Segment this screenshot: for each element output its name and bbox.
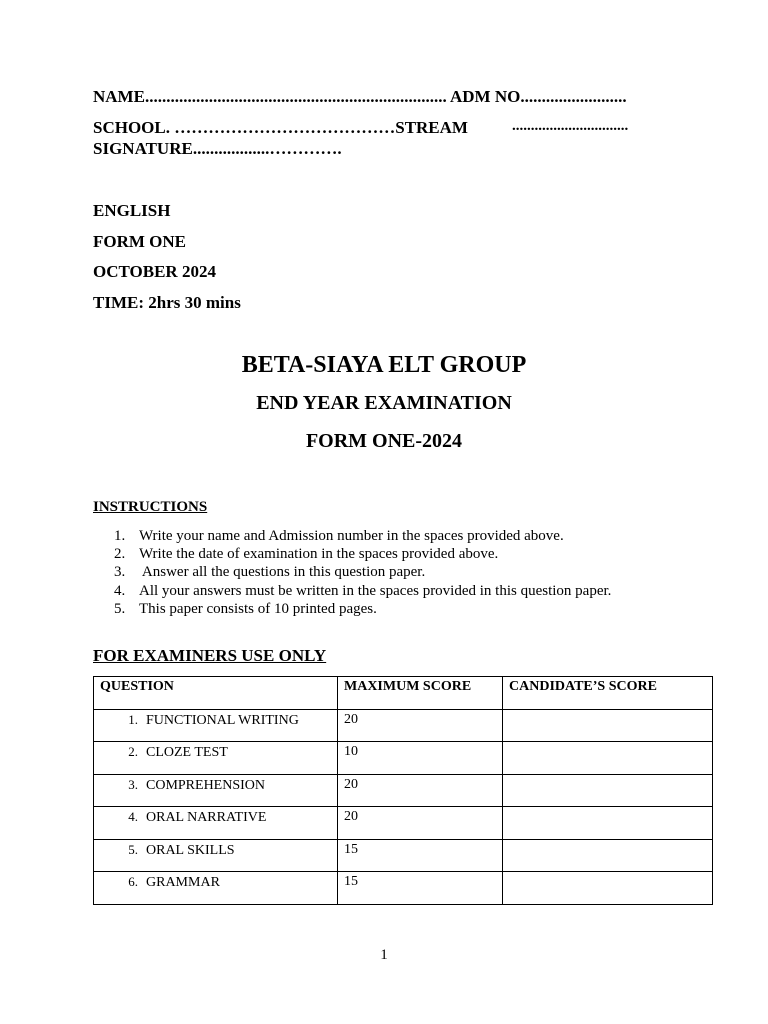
question-name: CLOZE TEST (146, 745, 228, 760)
table-row: 6. GRAMMAR 15 (94, 872, 713, 905)
examiners-heading: FOR EXAMINERS USE ONLY (93, 646, 327, 665)
stream-dots: ............................... (512, 118, 629, 134)
max-score: 20 (344, 711, 358, 727)
column-header-max-score: MAXIMUM SCORE (344, 679, 472, 694)
candidate-score (503, 742, 712, 744)
exam-title: END YEAR EXAMINATION (256, 392, 512, 414)
form-level: FORM ONE (93, 232, 187, 251)
page-number: 1 (380, 947, 388, 963)
instructions-list (114, 527, 611, 618)
score-table (93, 676, 713, 905)
instruction-item: 1. Write your name and Admission number in the spaces provided above. (114, 528, 564, 544)
column-header-question: QUESTION (100, 679, 174, 694)
candidate-score (503, 710, 712, 712)
table-header-row (94, 677, 713, 710)
max-score: 15 (344, 841, 358, 857)
instruction-item: 3. Answer all the questions in this question paper. (114, 564, 426, 581)
exam-time: TIME: 2hrs 30 mins (93, 293, 241, 312)
signature-line: SIGNATURE..................…………. (93, 139, 342, 158)
max-score: 15 (344, 874, 358, 889)
max-score: 10 (344, 744, 358, 759)
question-name: ORAL NARRATIVE (146, 810, 267, 825)
instruction-item: 4. All your answers must be written in the spaces provided in this question paper. (114, 582, 612, 599)
question-name: GRAMMAR (146, 875, 220, 890)
column-header-candidate-score: CANDIDATE’S SCORE (509, 679, 657, 694)
instructions-heading: INSTRUCTIONS (93, 499, 208, 515)
table-row: 5. ORAL SKILLS 15 (94, 839, 713, 872)
table-row: 2. CLOZE TEST 10 (94, 742, 713, 775)
form-year-title: FORM ONE-2024 (305, 430, 463, 452)
school-stream-line: SCHOOL. …………………………………STREAM (93, 118, 468, 137)
candidate-score (503, 872, 712, 874)
candidate-score (503, 807, 712, 809)
candidate-score (503, 775, 712, 777)
instruction-item: 5. This paper consists of 10 printed pages. (114, 600, 377, 617)
max-score: 20 (344, 776, 358, 792)
question-name: FUNCTIONAL WRITING (146, 712, 299, 728)
table-row: 4. ORAL NARRATIVE 20 (94, 807, 713, 840)
group-title: BETA-SIAYA ELT GROUP (241, 352, 527, 378)
exam-date: OCTOBER 2024 (93, 262, 216, 281)
question-name: COMPREHENSION (146, 777, 266, 793)
table-row: 3. COMPREHENSION 20 (94, 774, 713, 807)
max-score: 20 (344, 809, 358, 824)
question-name: ORAL SKILLS (146, 842, 235, 858)
table-row: 1. FUNCTIONAL WRITING 20 (94, 709, 713, 742)
name-adm-line: NAME....................................................................... ADM NO......................... (93, 87, 627, 106)
subject: ENGLISH (93, 201, 171, 220)
candidate-score (503, 840, 712, 842)
instruction-item: 2. Write the date of examination in the spaces provided above. (114, 546, 499, 563)
